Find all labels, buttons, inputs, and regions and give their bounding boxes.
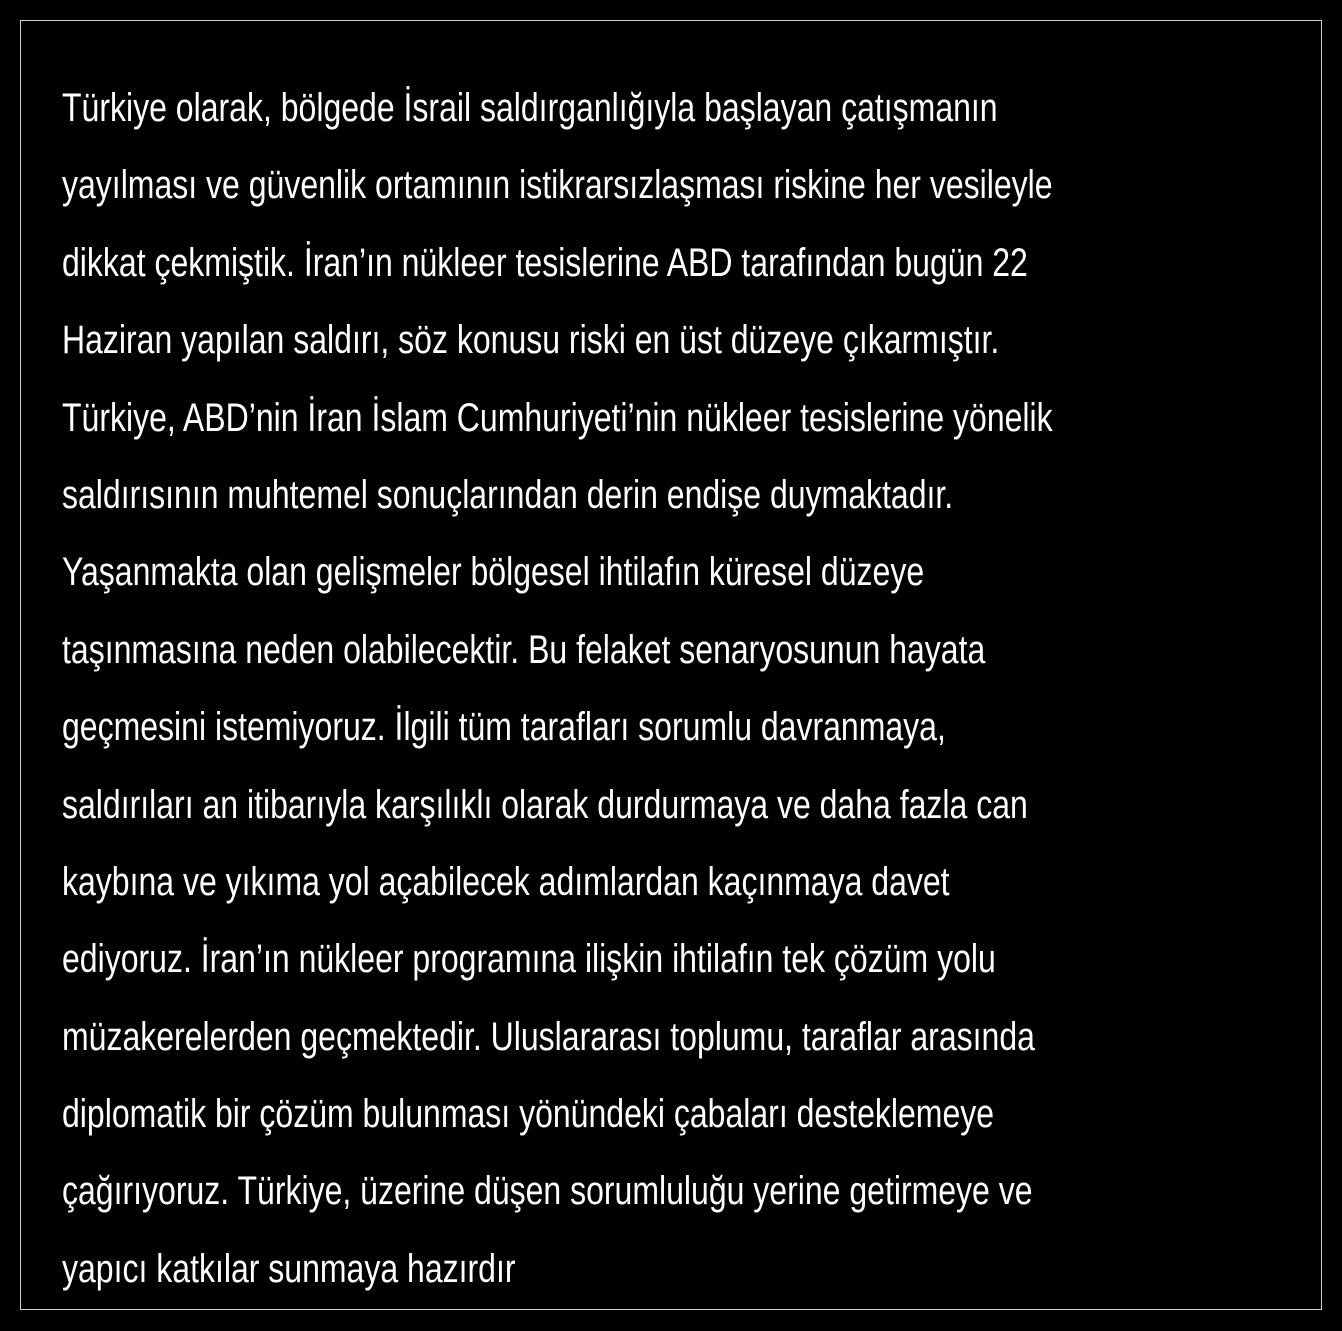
statement-line: kaybına ve yıkıma yol açabilecek adımlardan kaçınmaya davet	[62, 859, 950, 904]
statement-line: dikkat çekmiştik. İran’ın nükleer tesislerine ABD tarafından bugün 22	[62, 240, 1028, 285]
statement-line: Türkiye olarak, bölgede İsrail saldırganlığıyla başlayan çatışmanın	[62, 86, 998, 130]
statement-line: ediyoruz. İran’ın nükleer programına ilişkin ihtilafın tek çözüm yolu	[62, 937, 996, 982]
statement-line: müzakerelerden geçmektedir. Uluslararası toplumu, taraflar arasında	[62, 1014, 1035, 1059]
statement-line: diplomatik bir çözüm bulunması yönündeki çabaları desteklemeye	[62, 1092, 995, 1137]
statement-line: yapıcı katkılar sunmaya hazırdır	[62, 1246, 516, 1291]
statement-line: Haziran yapılan saldırı, söz konusu riski en üst düzeye çıkarmıştır.	[62, 318, 1000, 363]
statement-line: taşınmasına neden olabilecektir. Bu felaket senaryosunun hayata	[62, 627, 986, 672]
statement-line: çağırıyoruz. Türkiye, üzerine düşen sorumluluğu yerine getirmeye ve	[62, 1169, 1033, 1214]
statement-text	[62, 70, 1302, 1308]
statement-line: saldırıları an itibarıyla karşılıklı olarak durdurmaya ve daha fazla can	[62, 782, 1028, 827]
statement-line: Türkiye, ABD’nin İran İslam Cumhuriyeti’nin nükleer tesislerine yönelik	[62, 395, 1053, 440]
statement-line: saldırısının muhtemel sonuçlarından derin endişe duymaktadır.	[62, 472, 954, 517]
statement-line: Yaşanmakta olan gelişmeler bölgesel ihtilafın küresel düzeye	[62, 550, 925, 595]
statement-line: yayılması ve güvenlik ortamının istikrarsızlaşması riskine her vesileyle	[62, 163, 1053, 208]
statement-line: geçmesini istemiyoruz. İlgili tüm tarafları sorumlu davranmaya,	[62, 705, 946, 750]
